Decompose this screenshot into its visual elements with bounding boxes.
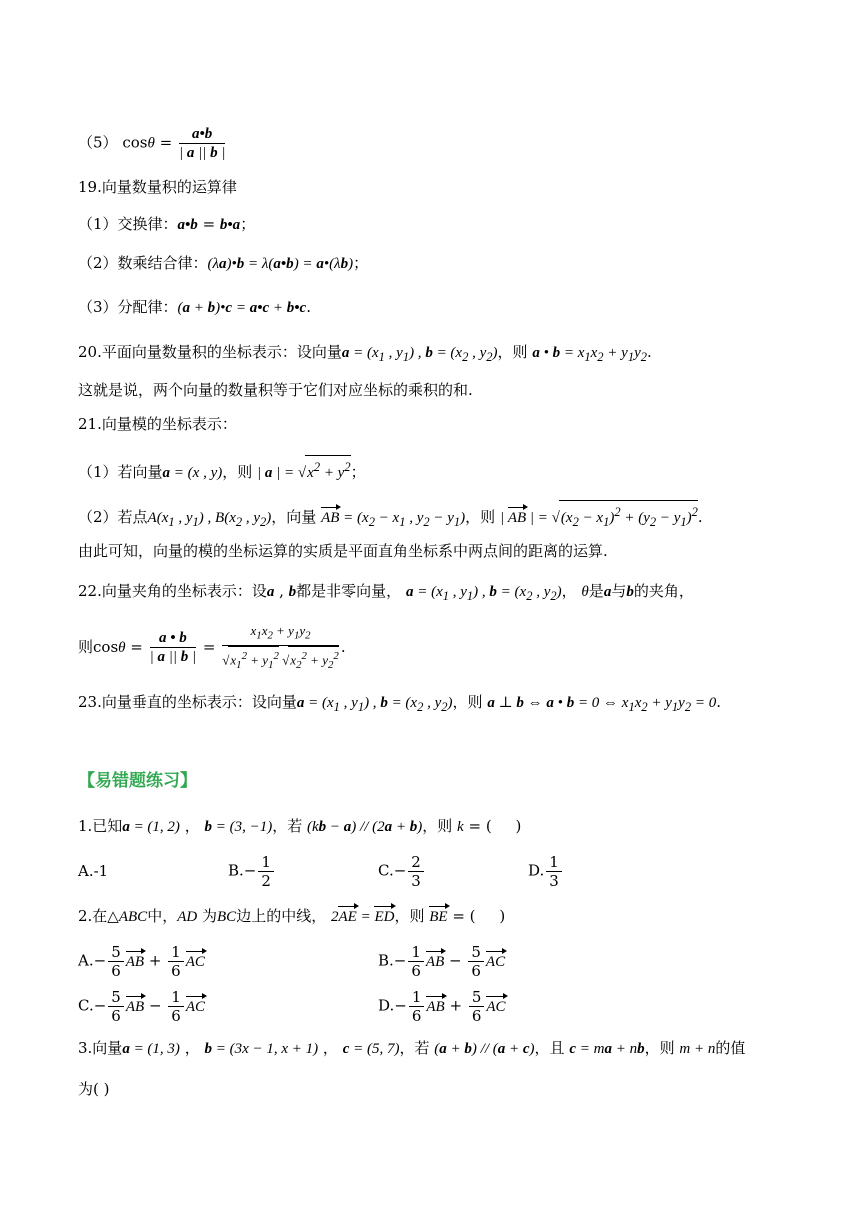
section-21-1: （1）若向量a = (x , y)，则 | a | = $√x^2 + y^2$； <box>78 455 366 484</box>
section-20: 20.平面向量数量积的坐标表示：设向量$a = (x_1$ , $y_1$) , $b = (x_2$ , $y_2$)，则 a • $b = x_1x_2 + y_1y_2$. <box>78 343 652 364</box>
question-2: 2.在△ABC中，AD 为BC边上的中线， 2AE = ED，则 BE = ( ) <box>78 905 505 928</box>
q1-option-d[interactable]: D. $\frac{1}{3}$ <box>528 853 564 890</box>
section-22-formula: 则cosθ = $\frac{a • b}{| a || b |}$ = $\frac{x_1x_2 + y_1y_2}{√x_1^2 + y_1^2 √x_2^2 + y_2^2}$ . <box>78 622 346 674</box>
q1-option-b[interactable]: B.− $\frac{1}{2}$ <box>228 853 276 890</box>
rule-distributive: （3）分配律：(a + b)•c = a•c + b•c. <box>78 298 311 316</box>
section-21-title: 21.向量模的坐标表示： <box>78 415 237 433</box>
q1-option-c[interactable]: C.− $\frac{2}{3}$ <box>378 853 426 890</box>
rule-commutative: （1）交换律：a•b = b•a； <box>78 215 256 233</box>
q2-option-b[interactable]: B.− $\frac{1}{6}$ AB − $\frac{5}{6}$ AC <box>378 943 506 980</box>
q2-option-c[interactable]: C.− $\frac{5}{6}$ AB − $\frac{1}{6}$ AC <box>78 988 205 1025</box>
question-3-cont: 为( ) <box>78 1080 110 1098</box>
question-1: 1.已知a = (1, 2) ， b = (3, −1)，若 (kb − a) // (2a + b)，则 k = ( ) <box>78 817 522 835</box>
section-19-title: 19.向量数量积的运算律 <box>78 178 237 196</box>
formula-5: （5） cosθ = $\frac{a•b}{| a || b |}$ <box>78 126 226 161</box>
section-20-note: 这就是说，两个向量的数量积等于它们对应坐标的乘积的和. <box>78 381 473 399</box>
section-23: 23.向量垂直的坐标表示：设向量$a = (x_1$ , $y_1$) , $b = (x_2$ , $y_2$)，则 a ⊥ b ⇔ a • b = 0 ⇔ $x_1x_2 + y_1y_2 = 0$. <box>78 693 721 714</box>
question-3: 3.向量a = (1, 3) ， b = (3x − 1, x + 1) ， c = (5, 7)，若 (a + b) // (a + c)，且 c = ma + nb，则 m + n的值 <box>78 1039 746 1057</box>
q2-option-d[interactable]: D.− $\frac{1}{6}$ AB + $\frac{5}{6}$ AC <box>378 988 506 1025</box>
q1-option-a[interactable]: A.-1 <box>78 862 109 880</box>
q2-option-a[interactable]: A.− $\frac{5}{6}$ AB + $\frac{1}{6}$ AC <box>78 943 205 980</box>
section-21-note: 由此可知，向量的模的坐标运算的实质是平面直角坐标系中两点间的距离的运算. <box>78 542 608 560</box>
section-21-2: （2）若点$A(x_1$ , $y_1$) , $B(x_2$ , $y_2$)，向量 AB = ($x_2 - x_1$ , $y_2 - y_1$)，则 | AB | = $√(x_2 - x_1)^2 + (y_2 - y_1)^2$. <box>78 500 703 533</box>
section-heading: 【易错题练习】 <box>78 771 197 791</box>
section-22: 22.向量夹角的坐标表示：设a , b都是非零向量， $a = (x_1$ , $y_1$) , $b = (x_2$ , $y_2$)， θ是a与b的夹角， <box>78 582 694 603</box>
rule-associative: （2）数乘结合律：(λa)•b = λ(a•b) = a•(λb)； <box>78 254 369 272</box>
